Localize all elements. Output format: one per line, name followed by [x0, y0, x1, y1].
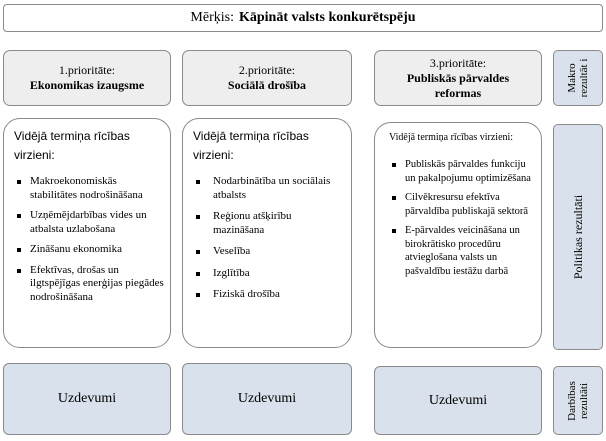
policy-results-label-box: [553, 124, 603, 350]
bullet-icon: [196, 293, 200, 297]
priority-2-title: Sociālā drošība: [227, 78, 307, 92]
goal-label: Mērķis:: [190, 10, 234, 25]
bullet-icon: [196, 180, 200, 184]
list-item: Izglītība: [193, 267, 345, 281]
directions-3-heading: Vidējā termiņa rīcības virzieni:: [389, 132, 514, 143]
macro-results-label: Makro rezultāt i: [566, 58, 590, 98]
tasks-2-box: [182, 363, 352, 435]
directions-2-list: [193, 175, 345, 302]
directions-3-list: [389, 158, 535, 278]
list-item: Reģionu atšķirību mazināšana: [193, 210, 345, 237]
priority-3-number: 3.prioritāte:: [429, 55, 487, 70]
priority-3-title: Publiskās pārvaldes reformas: [406, 70, 510, 100]
tasks-3-box: [374, 366, 542, 435]
list-item: Makroekonomiskās stabilitātes nodrošināšana: [14, 175, 164, 202]
bullet-icon: [17, 248, 21, 252]
goal-box: [3, 4, 603, 32]
list-item: Zināšanu ekonomika: [14, 243, 164, 257]
list-item: Nodarbinātība un sociālais atbalsts: [193, 175, 345, 202]
goal-value: Kāpināt valsts konkurētspēju: [238, 10, 416, 25]
directions-1-list: [14, 175, 164, 304]
action-results-label: Darbības rezultāti: [566, 380, 590, 421]
list-item: Fiziskā drošība: [193, 288, 345, 302]
list-item: Publiskās pārvaldes funkciju un pakalpojumu optimizēšana: [389, 158, 535, 185]
tasks-1-label: Uzdevumi: [57, 391, 117, 406]
bullet-icon: [17, 214, 21, 218]
list-item: Efektīvas, drošas un ilgtspējīgas enerģijas piegādes nodrošināšana: [14, 264, 164, 305]
directions-2-box: [182, 118, 352, 348]
policy-results-label: Politikas rezultāti: [571, 194, 586, 280]
bullet-icon: [392, 229, 396, 233]
tasks-2-label: Uzdevumi: [237, 391, 297, 406]
directions-1-box: [3, 118, 171, 348]
list-item: E-pārvaldes veicināšana un birokrātisko procedūru atvieglošana valsts un pašvaldību iestāžu darbā: [389, 224, 535, 278]
directions-3-box: [374, 122, 542, 348]
bullet-icon: [196, 272, 200, 276]
priority-1-title: Ekonomikas izaugsme: [29, 78, 145, 92]
bullet-icon: [196, 250, 200, 254]
priority-3-box: [374, 50, 542, 106]
bullet-icon: [392, 163, 396, 167]
priority-2-box: [182, 50, 352, 106]
bullet-icon: [17, 269, 21, 273]
tasks-3-label: Uzdevumi: [428, 392, 488, 408]
tasks-1-box: [3, 363, 171, 435]
priority-1-box: [3, 50, 171, 106]
bullet-icon: [392, 196, 396, 200]
macro-results-label-box: [553, 50, 603, 106]
bullet-icon: [196, 215, 200, 219]
list-item: Cilvēkresursu efektīva pārvaldība publiskajā sektorā: [389, 191, 535, 218]
bullet-icon: [17, 180, 21, 184]
directions-1-heading: Vidējā termiņa rīcības virzieni:: [14, 129, 130, 162]
action-results-label-box: [553, 366, 603, 435]
directions-2-heading: Vidējā termiņa rīcības virzieni:: [193, 129, 309, 162]
list-item: Uzņēmējdarbības vides un atbalsta uzlabošana: [14, 209, 164, 236]
priority-1-number: 1.prioritāte:: [58, 63, 116, 77]
list-item: Veselība: [193, 245, 345, 259]
priority-2-number: 2.prioritāte:: [238, 63, 296, 77]
